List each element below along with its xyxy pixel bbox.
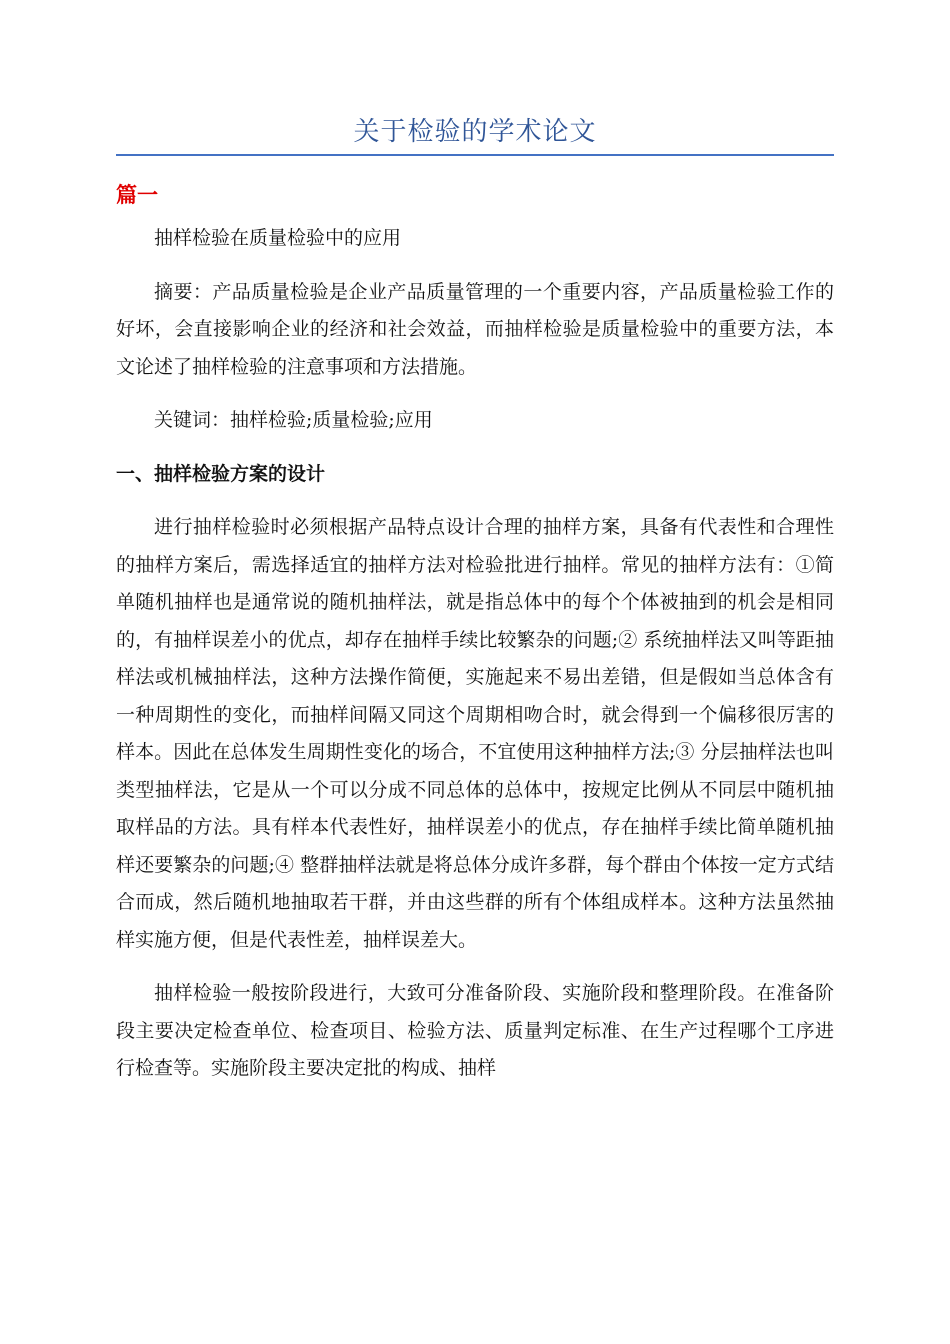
document-body	[116, 220, 834, 1088]
document-page	[116, 0, 834, 1344]
keywords-paragraph: 关键词：抽样检验;质量检验;应用	[154, 409, 433, 431]
part-label: 篇一	[116, 183, 158, 207]
document-title: 关于检验的学术论文	[353, 117, 597, 147]
article-title: 抽样检验在质量检验中的应用	[154, 227, 402, 249]
abstract-paragraph: 摘要：产品质量检验是企业产品质量管理的一个重要内容，产品质量检验工作的好坏，会直接影响企业的经济和社会效益，而抽样检验是质量检验中的重要方法，本文论述了抽样检验的注意事项和方法措施。	[116, 280, 834, 378]
title-underline	[116, 154, 834, 156]
body-paragraph: 进行抽样检验时必须根据产品特点设计合理的抽样方案，具备有代表性和合理性的抽样方案后，需选择适宜的抽样方法对检验批进行抽样。常见的抽样方法有：①简单随机抽样也是通常说的随机抽样法，就是指总体中的每个个体被抽到的机会是相同的，有抽样误差小的优点，却存在抽样手续比较繁杂的问题;② 系统抽样法又叫等距抽样法或机械抽样法，这种方法操作简便，实施起来不易出差错，但是假如当总体含有一种周期性的变化，而抽样间隔又同这个周期相吻合时，就会得到一个偏移很厉害的样本。因此在总体发生周期性变化的场合，不宜使用这种抽样方法;③ 分层抽样法也叫类型抽样法，它是从一个可以分成不同总体的总体中，按规定比例从不同层中随机抽取样品的方法。具有样本代表性好，抽样误差小的优点，存在抽样手续比简单随机抽样还要繁杂的问题;④ 整群抽样法就是将总体分成许多群，每个群由个体按一定方式结合而成，然后随机地抽取若干群，并由这些群的所有个体组成样本。这种方法虽然抽样实施方便，但是代表性差，抽样误差大。	[116, 516, 834, 951]
section-heading: 一、抽样检验方案的设计	[116, 462, 326, 485]
body-paragraph: 抽样检验一般按阶段进行，大致可分准备阶段、实施阶段和整理阶段。在准备阶段主要决定检查单位、检查项目、检验方法、质量判定标准、在生产过程哪个工序进行检查等。实施阶段主要决定批的构成、抽样	[116, 982, 834, 1079]
